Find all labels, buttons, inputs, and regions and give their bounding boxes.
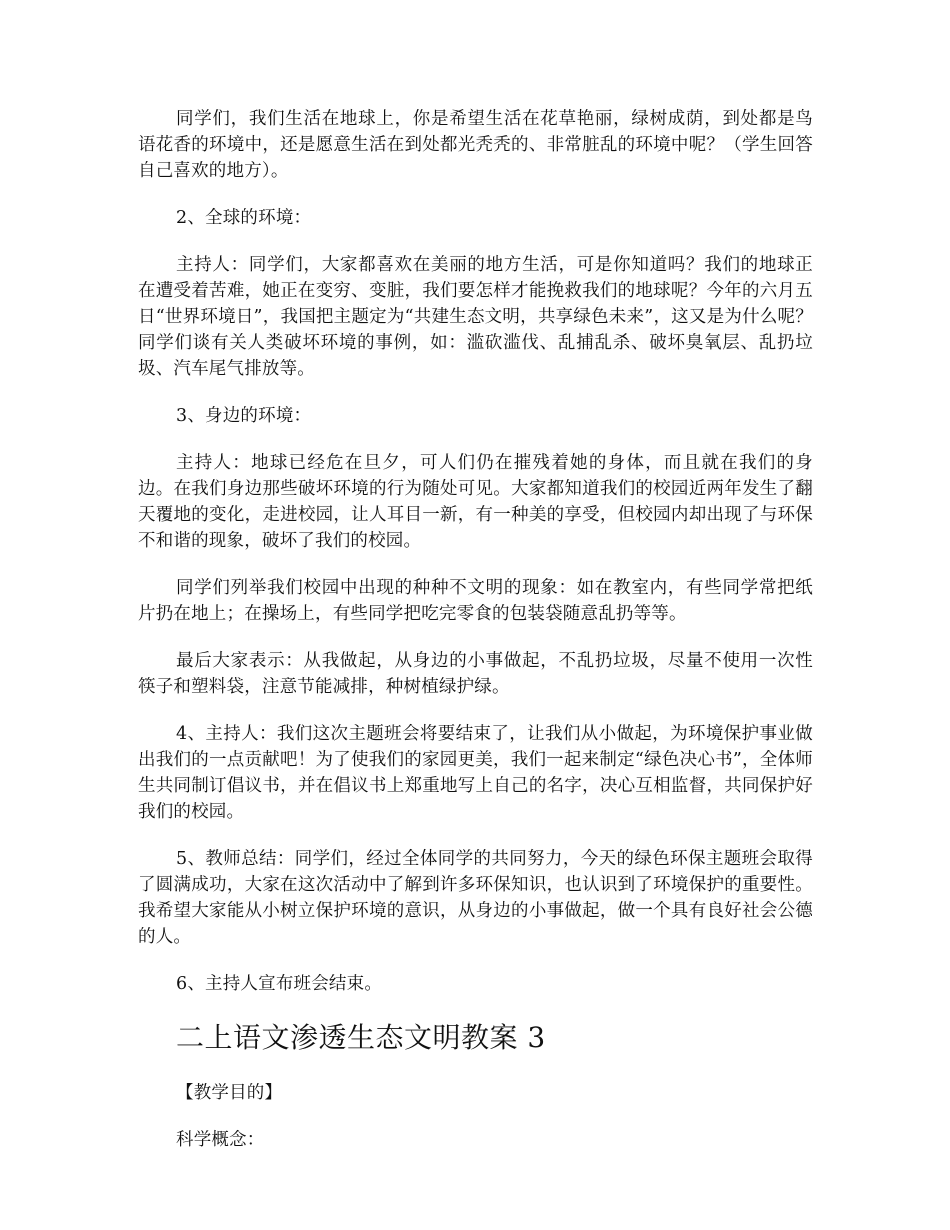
paragraph-intro: 同学们，我们生活在地球上，你是希望生活在花草艳丽，绿树成荫，到处都是鸟语花香的环境中，还是愿意生活在到处都光秃秃的、非常脏乱的环境中呢？（学生回答自己喜欢的地方）。 [138, 109, 813, 181]
paragraph-host-closing: 4、主持人：我们这次主题班会将要结束了，让我们从小做起，为环境保护事业做出我们的一点贡献吧！为了使我们的家园更美，我们一起来制定“绿色决心书”，全体师生共同制订倡议书，并在倡议书上郑重地写上自己的名字，决心互相监督，共同保护好我们的校园。 [138, 724, 813, 822]
paragraph-local-environment: 主持人：地球已经危在旦夕，可人们仍在摧残着她的身体，而且就在我们的身边。在我们身边那些破坏环境的行为随处可见。大家都知道我们的校园近两年发生了翻天覆地的变化，走进校园，让人耳目一新，有一种美的享受，但校园内却出现了与环保不和谐的现象，破坏了我们的校园。 [138, 453, 813, 551]
teaching-objectives-label: 【教学目的】 [176, 1083, 283, 1103]
document-page [138, 106, 813, 1174]
section-label-global-environment: 2、全球的环境： [176, 208, 312, 228]
section-heading: 二上语文渗透生态文明教案 3 [176, 1021, 546, 1054]
paragraph-commitment: 最后大家表示：从我做起，从身边的小事做起，不乱扔垃圾，尽量不使用一次性筷子和塑料袋，注意节能减排，种树植绿护绿。 [138, 651, 813, 697]
science-concepts-label: 科学概念： [176, 1130, 265, 1150]
paragraph-uncivil-behavior: 同学们列举我们校园中出现的种种不文明的现象：如在教室内，有些同学常把纸片扔在地上；在操场上，有些同学把吃完零食的包装袋随意乱扔等等。 [138, 578, 813, 624]
paragraph-teacher-summary: 5、教师总结：同学们，经过全体同学的共同努力，今天的绿色环保主题班会取得了圆满成功，大家在这次活动中了解到许多环保知识，也认识到了环境保护的重要性。我希望大家能从小树立保护环境的意识，从身边的小事做起，做一个具有良好社会公德的人。 [138, 849, 813, 947]
paragraph-meeting-end: 6、主持人宣布班会结束。 [176, 974, 383, 994]
paragraph-global-environment: 主持人：同学们，大家都喜欢在美丽的地方生活，可是你知道吗？我们的地球正在遭受着苦难，她正在变穷、变脏，我们要怎样才能挽救我们的地球呢？今年的六月五日“世界环境日”，我国把主题定为“共建生态文明，共享绿色未来”，这又是为什么呢？同学们谈有关人类破坏环境的事例，如：滥砍滥伐、乱捕乱杀、破坏臭氧层、乱扔垃圾、汽车尾气排放等。 [138, 255, 813, 379]
section-label-local-environment: 3、身边的环境： [176, 406, 312, 426]
